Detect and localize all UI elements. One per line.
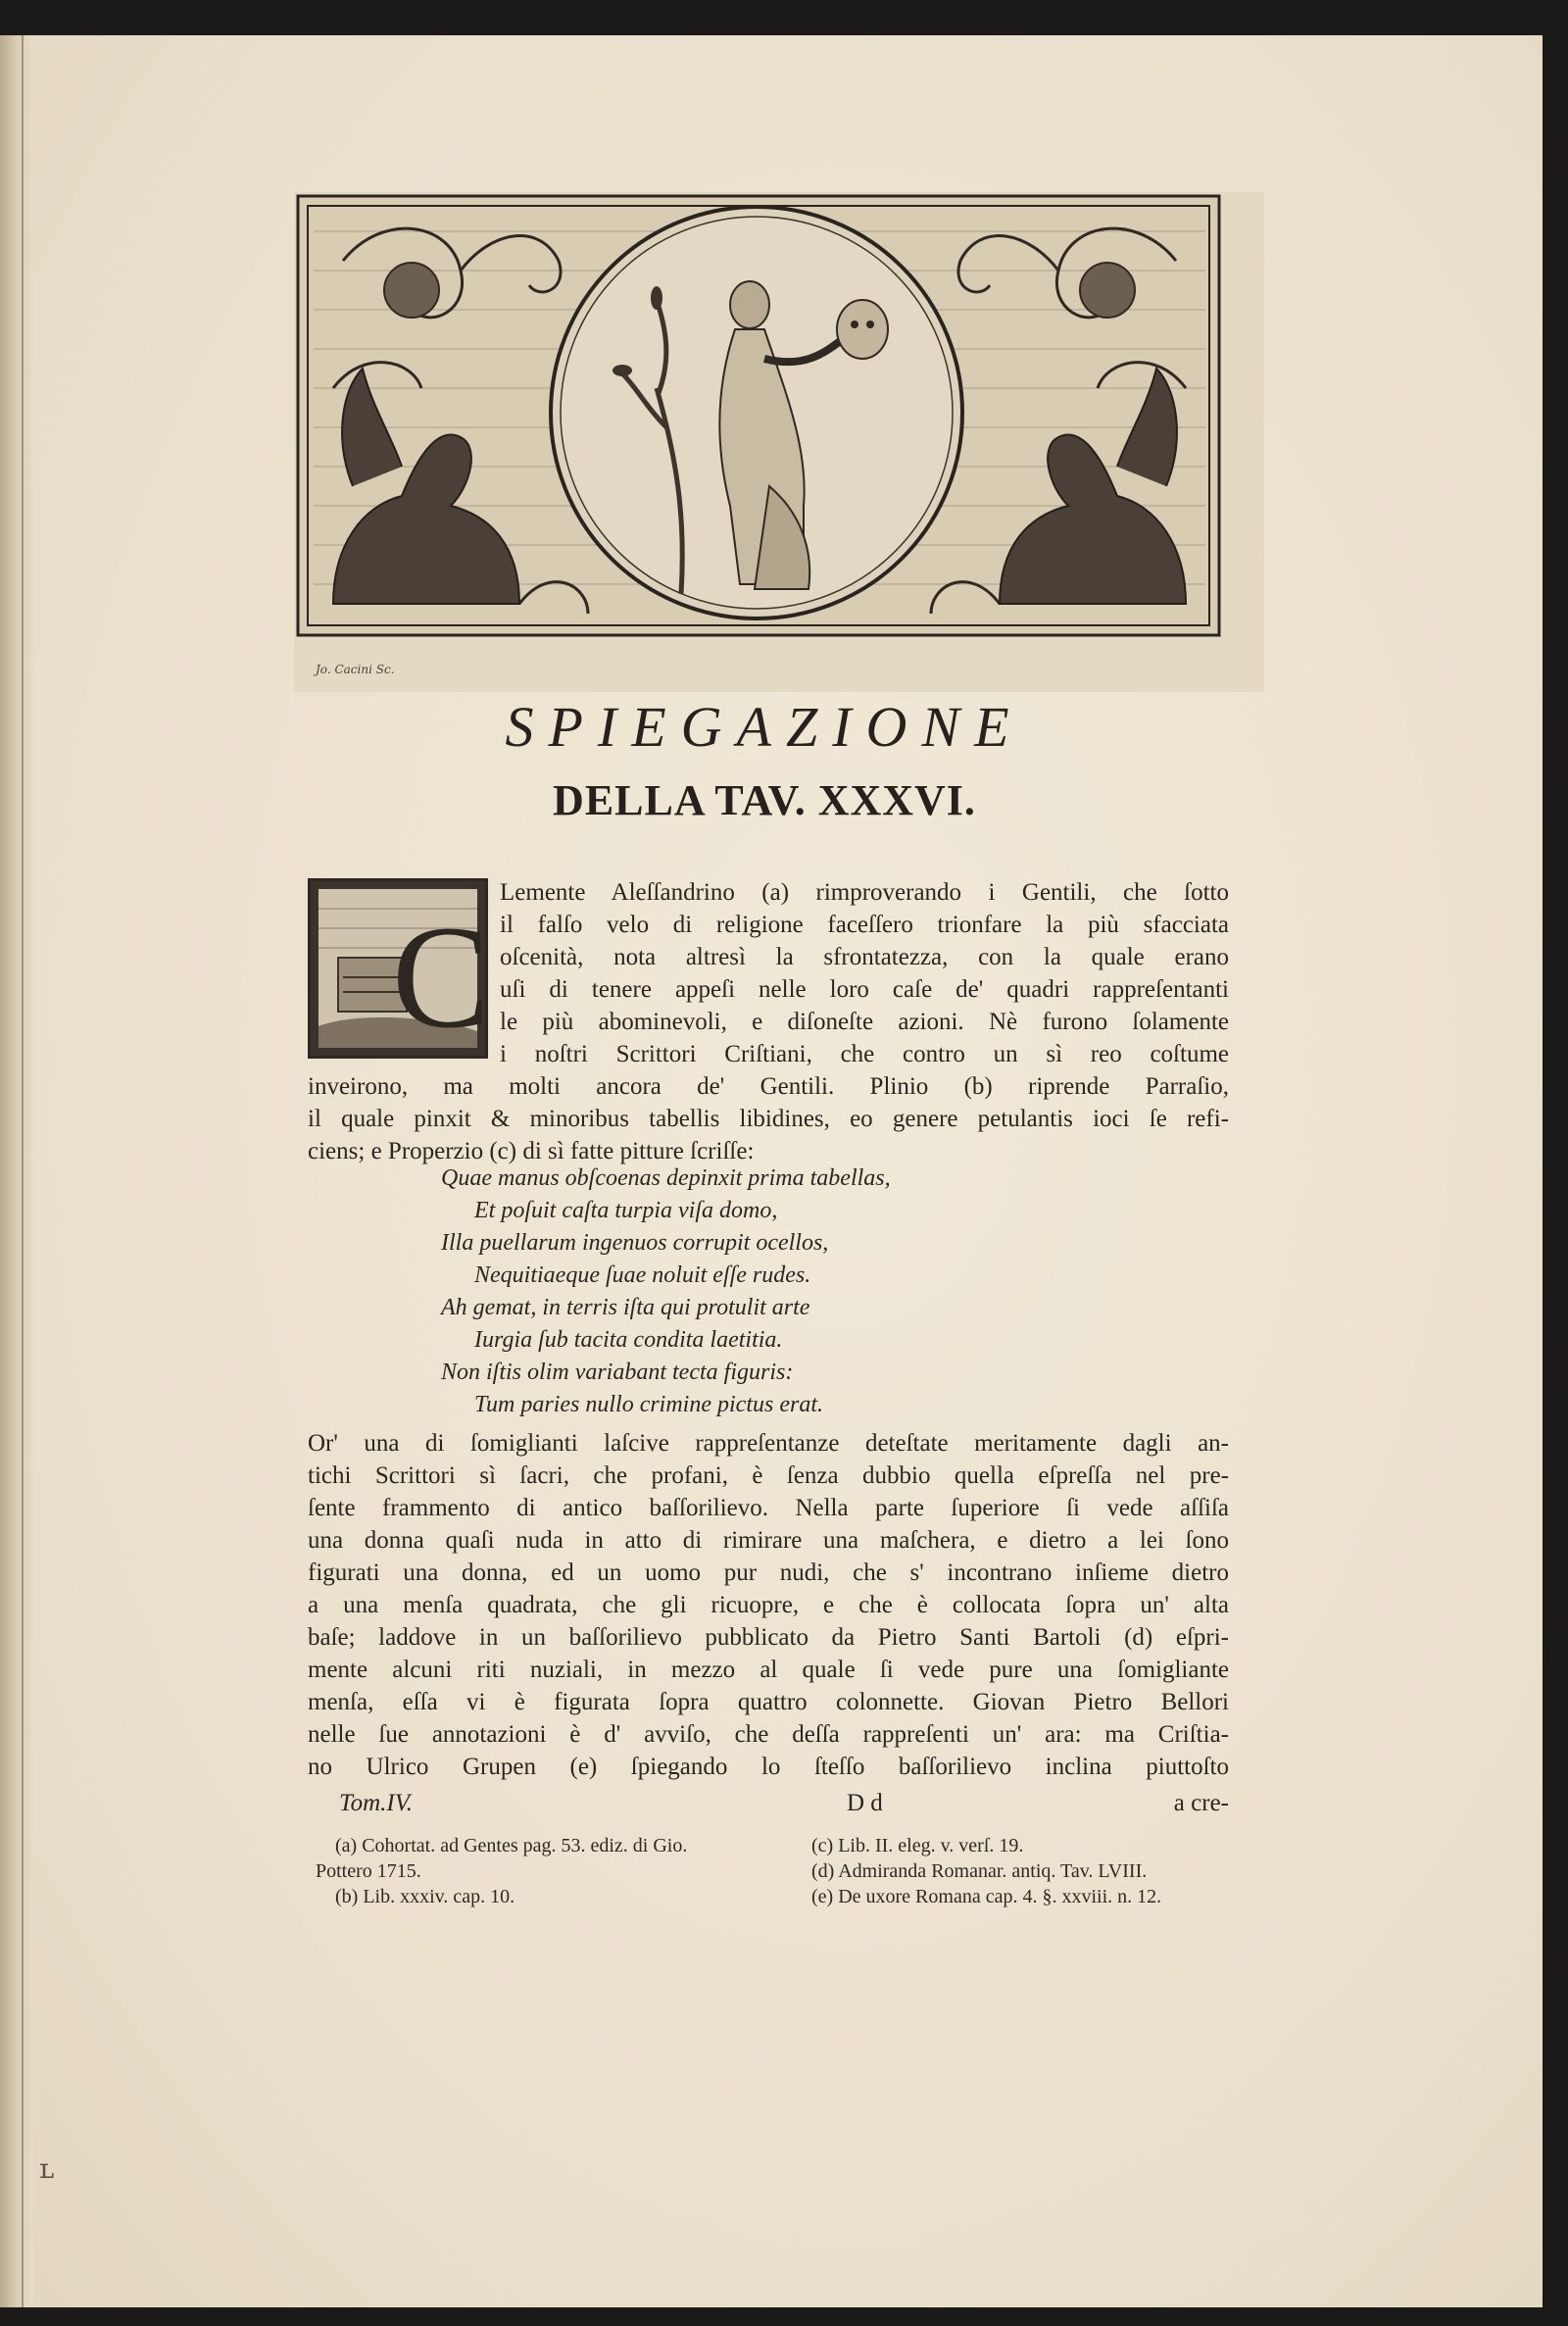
engraved-headpiece	[294, 192, 1264, 692]
text-line: ſente frammento di antico baſſorilievo. Nella parte ſuperiore ſi vede aſſiſa	[308, 1495, 1229, 1521]
footnote: (b) Lib. xxxiv. cap. 10.	[335, 1886, 515, 1907]
text-line: mente alcuni riti nuziali, in mezzo al quale ſi vede pure una ſomigliante	[308, 1657, 1229, 1683]
text-line: Lemente Aleſſandrino (a) rimproverando i Gentili, che ſotto	[500, 879, 1229, 906]
verse-line: Illa puellarum ingenuos corrupit ocellos,	[441, 1230, 829, 1256]
paragraph-1	[308, 876, 1229, 1167]
text-line: a una menſa quadrata, che gli ricuopre, e che è collocata ſopra un' alta	[308, 1592, 1229, 1618]
footnote: (e) De uxore Romana cap. 4. §. xxviii. n. 12.	[811, 1886, 1162, 1907]
footnote: Pottero 1715.	[316, 1860, 421, 1882]
properzio-verse	[431, 1163, 1019, 1421]
verse-line: Et poſuit caſta turpia viſa domo,	[474, 1198, 778, 1223]
verse-line: Ah gemat, in terris iſta qui protulit arte	[441, 1295, 810, 1320]
text-line: baſe; laddove in un baſſorilievo pubblicato da Pietro Santi Bartoli (d) eſpri-	[308, 1624, 1229, 1651]
catchword: a cre-	[1173, 1790, 1229, 1816]
verse-line: Nequitiaeque ſuae noluit eſſe rudes.	[474, 1262, 811, 1288]
text-line: una donna quaſi nuda in atto di rimirare una maſchera, e dietro a lei ſono	[308, 1527, 1229, 1554]
text-line: tichi Scrittori sì ſacri, che profani, è ſenza dubbio quella eſpreſſa nel pre-	[308, 1462, 1229, 1489]
text-line: inveirono, ma molti ancora de' Gentili. Plinio (b) riprende Parraſio,	[308, 1073, 1229, 1100]
footnotes-left	[316, 1833, 688, 1909]
text-line: ciens; e Properzio (c) di sì fatte pitture ſcriſſe:	[308, 1138, 755, 1164]
verse-line: Quae manus obſcoenas depinxit prima tabellas,	[441, 1165, 891, 1191]
drop-cap-letter: C	[392, 896, 491, 1059]
gathering-signature: D d	[847, 1790, 883, 1816]
text-line: uſi di tenere appeſi nelle loro caſe de' quadri rappreſentanti	[500, 976, 1229, 1003]
paragraph-2	[308, 1427, 1229, 1783]
footnotes-right	[811, 1833, 1161, 1909]
footnote: (c) Lib. II. eleg. v. verſ. 19.	[811, 1835, 1024, 1856]
signature-line	[308, 1790, 1229, 1822]
book-page	[0, 35, 1543, 2307]
text-line: il quale pinxit & minoribus tabellis libidines, eo genere petulantis ioci ſe refi-	[308, 1106, 1229, 1132]
footnote: (d) Admiranda Romanar. antiq. Tav. LVIII.	[811, 1860, 1148, 1882]
verse-line: Non iſtis olim variabant tecta figuris:	[441, 1360, 794, 1385]
text-line: il falſo velo di religione faceſſero trionfare la più sfacciata	[500, 912, 1229, 938]
page-gutter	[0, 35, 33, 2307]
text-line: le più abominevoli, e diſoneſte azioni. Nè furono ſolamente	[500, 1009, 1229, 1035]
verse-line: Iurgia ſub tacita condita laetitia.	[474, 1327, 783, 1353]
text-line: Or' una di ſomiglianti laſcive rappreſentanze deteſtate meritamente dagli an-	[308, 1430, 1229, 1457]
margin-mark: ʟ	[39, 2153, 55, 2185]
text-line: figurati una donna, ed un uomo pur nudi, che s' incontrano inſieme dietro	[308, 1559, 1229, 1586]
text-line: no Ulrico Grupen (e) ſpiegando lo ſteſſo baſſorilievo inclina piuttoſto	[308, 1754, 1229, 1780]
footnote: (a) Cohortat. ad Gentes pag. 53. ediz. di Gio.	[335, 1835, 688, 1856]
verse-line: Tum paries nullo crimine pictus erat.	[474, 1392, 823, 1417]
text-line: i noſtri Scrittori Criſtiani, che contro un sì reo coſtume	[500, 1041, 1229, 1067]
text-line: nelle ſue annotazioni è d' avviſo, che deſſa rappreſenti un' ara: ma Criſtia-	[308, 1721, 1229, 1748]
volume-mark: Tom.IV.	[339, 1790, 414, 1816]
page-subtitle: DELLA TAV. XXXVI.	[553, 776, 976, 824]
engraver-credit: Jo. Cacini Sc.	[316, 663, 395, 676]
text-line: oſcenità, nota altresì la sfrontatezza, con la quale erano	[500, 944, 1229, 970]
page-title: SPIEGAZIONE	[505, 695, 1024, 759]
text-line: menſa, eſſa vi è figurata ſopra quattro colonnette. Giovan Pietro Bellori	[308, 1689, 1229, 1715]
